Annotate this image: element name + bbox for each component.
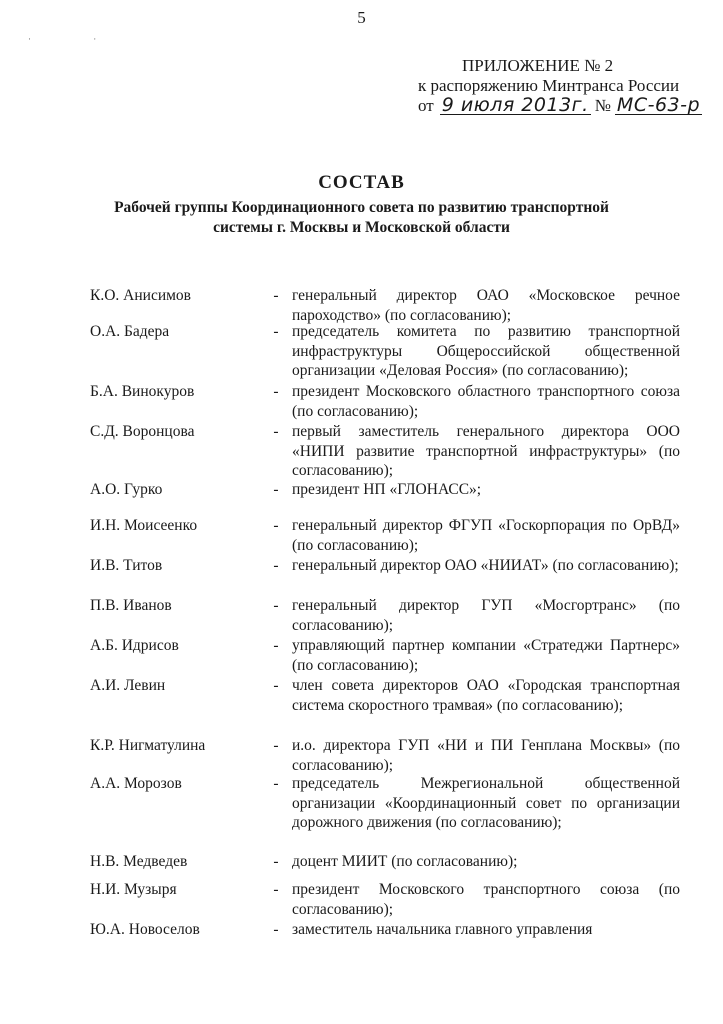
member-name: Н.И. Музыря — [90, 881, 177, 898]
date-prefix: от — [418, 96, 434, 115]
heading-subtitle-line-1: Рабочей группы Координационного совета по развитию транспортной — [114, 199, 609, 216]
member-name: К.О. Анисимов — [90, 287, 191, 304]
member-name: Ю.А. Новоселов — [90, 921, 200, 938]
member-dash: - — [273, 881, 279, 898]
member-role: президент Московского областного транспортного союза (по согласованию); — [292, 383, 680, 420]
page-number: 5 — [357, 8, 366, 27]
appendix-header — [418, 56, 701, 116]
member-name: И.В. Титов — [90, 557, 163, 574]
member-dash: - — [273, 677, 279, 694]
handwritten-order-number: МС-63-р — [616, 94, 701, 116]
member-name: А.А. Морозов — [90, 775, 182, 792]
member-role: председатель комитета по развитию транспортной инфраструктуры Общероссийской общественной организации «Деловая Россия» (по согласованию); — [292, 323, 680, 379]
member-role: генеральный директор ОАО «НИИАТ» (по согласованию); — [292, 557, 679, 574]
appendix-order-line: к распоряжению Минтранса России — [418, 76, 680, 95]
appendix-date-line — [418, 94, 701, 116]
member-dash: - — [273, 557, 279, 574]
member-role: первый заместитель генерального директора ООО «НИПИ развитие транспортной инфраструктуры» (по согласованию); — [292, 423, 680, 479]
member-dash: - — [273, 287, 279, 304]
member-role: и.о. директора ГУП «НИ и ПИ Генплана Москвы» (по согласованию); — [292, 737, 680, 774]
member-dash: - — [273, 597, 279, 614]
document-heading — [0, 172, 723, 238]
member-dash: - — [273, 921, 279, 938]
member-role: член совета директоров ОАО «Городская транспортная система скоростного трамвая» (по согласованию); — [292, 677, 680, 714]
member-role: президент Московского транспортного союза (по согласованию); — [292, 881, 680, 918]
member-name: Н.В. Медведев — [90, 853, 188, 870]
member-role: президент НП «ГЛОНАСС»; — [292, 481, 482, 498]
member-role: председатель Межрегиональной общественной организации «Координационный совет по организации дорожного движения (по согласованию); — [292, 775, 680, 831]
member-dash: - — [273, 853, 279, 870]
member-name: Б.А. Винокуров — [90, 383, 195, 400]
member-dash: - — [273, 383, 279, 400]
member-role: заместитель начальника главного управления — [292, 921, 593, 938]
heading-title: СОСТАВ — [318, 172, 405, 193]
member-dash: - — [273, 737, 279, 754]
member-name: О.А. Бадера — [90, 323, 170, 340]
member-name: И.Н. Моисеенко — [90, 517, 198, 534]
scan-marks: · · — [28, 34, 127, 44]
member-role: генеральный директор ОАО «Московское речное пароходство» (по согласованию); — [292, 287, 680, 324]
member-name: С.Д. Воронцова — [90, 423, 195, 440]
member-name: А.О. Гурко — [90, 481, 163, 498]
member-name: А.И. Левин — [90, 677, 166, 694]
appendix-title: ПРИЛОЖЕНИЕ № 2 — [462, 56, 614, 75]
member-name: А.Б. Идрисов — [90, 637, 179, 654]
member-dash: - — [273, 517, 279, 534]
member-dash: - — [273, 481, 279, 498]
member-role: управляющий партнер компании «Стратеджи Партнерс» (по согласованию); — [292, 637, 680, 674]
heading-subtitle-line-2: системы г. Москвы и Московской области — [213, 219, 510, 236]
member-dash: - — [273, 775, 279, 792]
member-role: генеральный директор ФГУП «Госкорпорация по ОрВД» (по согласованию); — [292, 517, 680, 554]
member-dash: - — [273, 637, 279, 654]
member-role: генеральный директор ГУП «Мосгортранс» (по согласованию); — [292, 597, 680, 634]
member-name: П.В. Иванов — [90, 597, 172, 614]
member-role: доцент МИИТ (по согласованию); — [292, 853, 518, 870]
member-dash: - — [273, 323, 279, 340]
number-prefix: № — [594, 96, 611, 115]
member-name: К.Р. Нигматулина — [90, 737, 206, 754]
member-dash: - — [273, 423, 279, 440]
handwritten-date: 9 июля 2013г. — [441, 94, 589, 116]
